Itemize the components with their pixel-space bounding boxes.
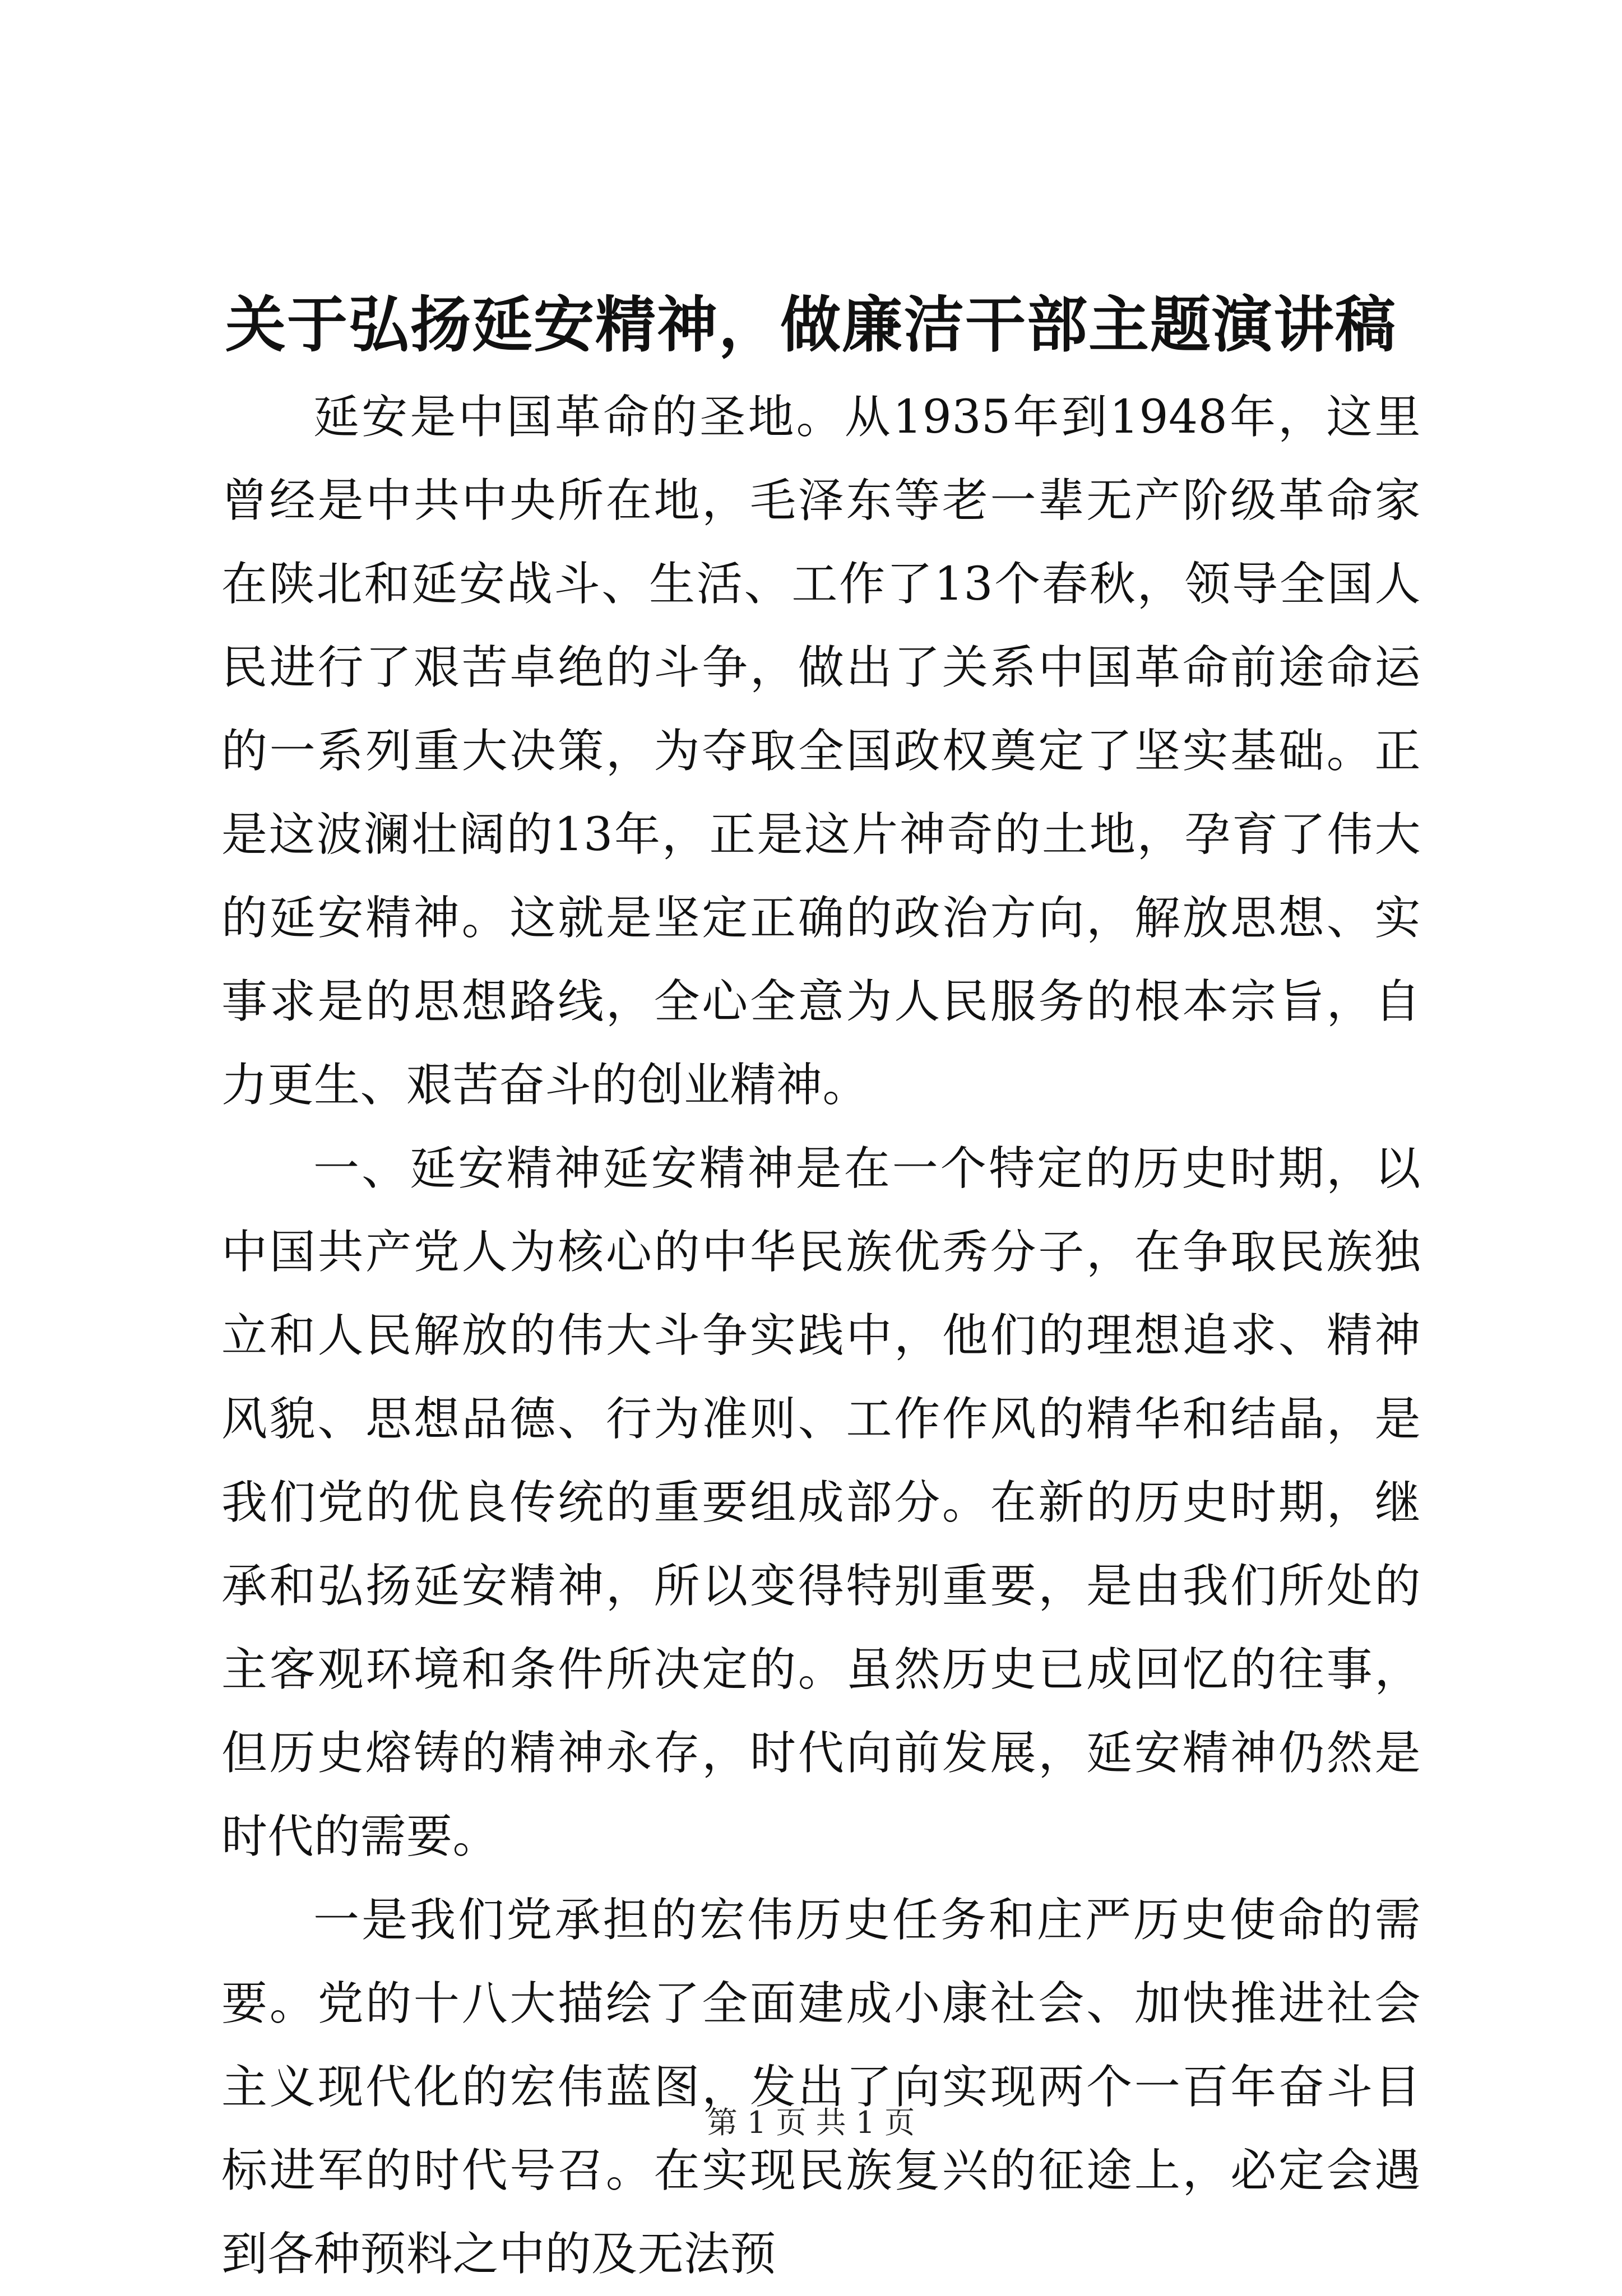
paragraph-section-one: 一、延安精神延安精神是在一个特定的历史时期，以中国共产党人为核心的中华民族优秀分子，在争取民族独立和人民解放的伟大斗争实践中，他们的理想追求、精神风貌、思想品德、行为准则、工作作风的精华和结晶，是我们党的优良传统的重要组成部分。在新的历史时期，继承和弘扬延安精神，所以变得特别重要，是由我们所处的主客观环境和条件所决定的。虽然历史已成回忆的往事，但历史熔铸的精神永存，时代向前发展，延安精神仍然是时代的需要。 bbox=[221, 1142, 1421, 1863]
paragraph-point-one: 一是我们党承担的宏伟历史任务和庄严历史使命的需要。党的十八大描绘了全面建成小康社会、加快推进社会主义现代化的宏伟蓝图，发出了向实现两个一百年奋斗目标进军的时代号召。在实现民族复兴的征途上，必定会遇到各种预料之中的及无法预 bbox=[221, 1894, 1421, 2281]
document-title: 关于弘扬延安精神，做廉洁干部主题演讲稿 bbox=[225, 290, 1397, 360]
page-number-footer: 第 1 页 共 1 页 bbox=[707, 2105, 915, 2140]
paragraph-intro: 延安是中国革命的圣地。从1935年到1948年，这里曾经是中共中央所在地，毛泽东等老一辈无产阶级革命家在陕北和延安战斗、生活、工作了13个春秋，领导全国人民进行了艰苦卓绝的斗争，做出了关系中国革命前途命运的一系列重大决策，为夺取全国政权奠定了坚实基础。正是这波澜壮阔的13年，正是这片神奇的土地，孕育了伟大的延安精神。这就是坚定正确的政治方向，解放思想、实事求是的思想路线，全心全意为人民服务的根本宗旨，自力更生、艰苦奋斗的创业精神。 bbox=[221, 391, 1421, 1112]
document-body bbox=[221, 375, 1421, 2296]
